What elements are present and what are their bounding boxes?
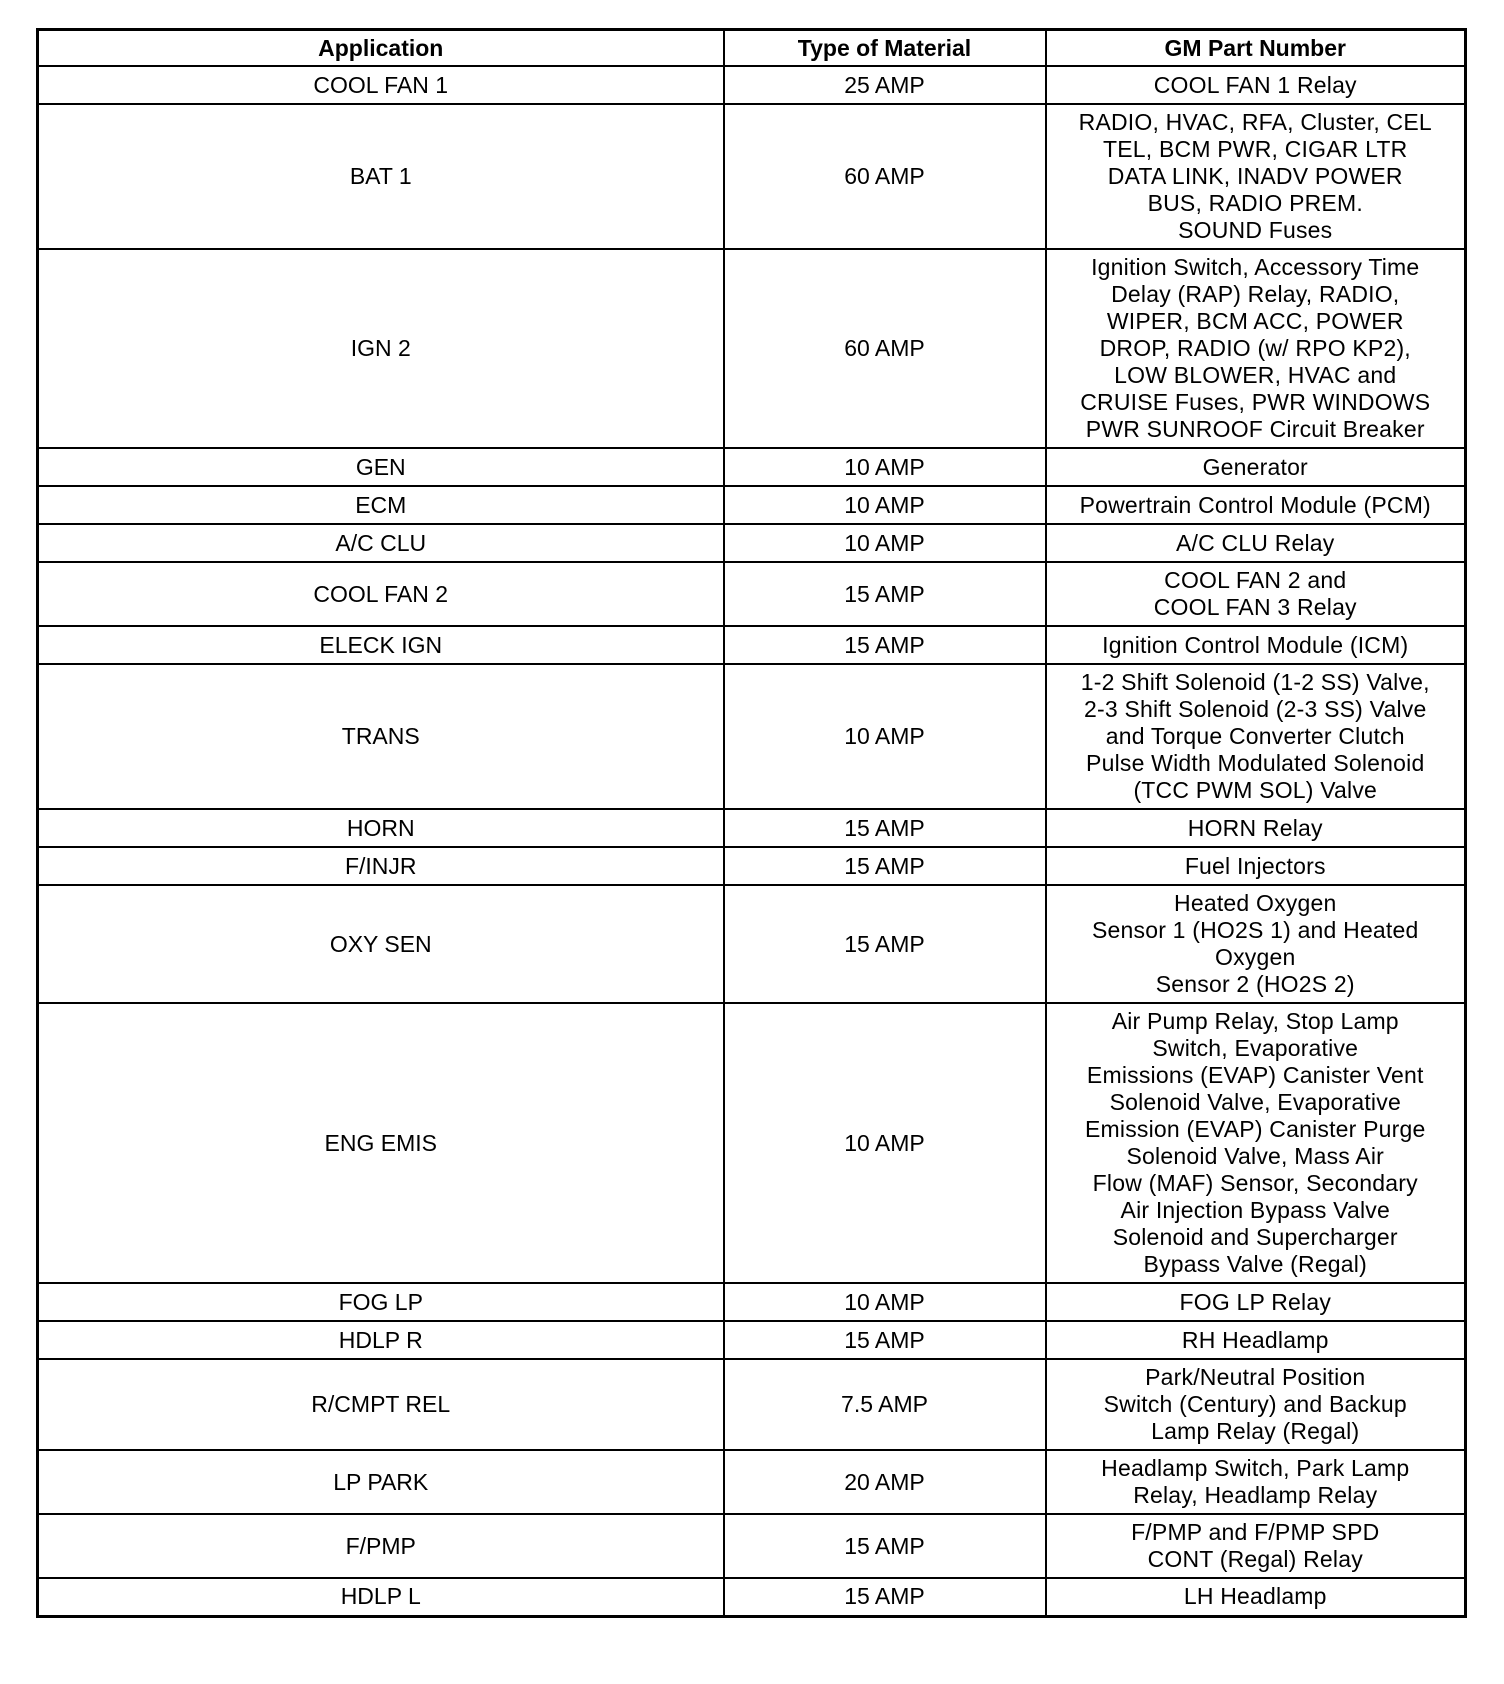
- table-row: [38, 66, 1466, 104]
- cell-type-of-material: 7.5 AMP: [724, 1359, 1046, 1450]
- cell-application: HORN: [38, 809, 724, 847]
- table-row: [38, 664, 1466, 809]
- table-row: [38, 1578, 1466, 1616]
- table-row: [38, 562, 1466, 626]
- cell-application: FOG LP: [38, 1283, 724, 1321]
- fuse-table: [36, 28, 1467, 1618]
- cell-gm-part-number: Ignition Control Module (ICM): [1046, 626, 1466, 664]
- cell-type-of-material: 60 AMP: [724, 104, 1046, 249]
- table-row: [38, 885, 1466, 1003]
- cell-application: A/C CLU: [38, 524, 724, 562]
- cell-gm-part-number: RH Headlamp: [1046, 1321, 1466, 1359]
- cell-application: HDLP R: [38, 1321, 724, 1359]
- cell-application: ECM: [38, 486, 724, 524]
- cell-type-of-material: 10 AMP: [724, 664, 1046, 809]
- cell-gm-part-number: Heated Oxygen Sensor 1 (HO2S 1) and Heated Oxygen Sensor 2 (HO2S 2): [1046, 885, 1466, 1003]
- cell-gm-part-number: RADIO, HVAC, RFA, Cluster, CEL TEL, BCM PWR, CIGAR LTR DATA LINK, INADV POWER BUS, RADIO PREM. SOUND Fuses: [1046, 104, 1466, 249]
- column-header-type-of-material: Type of Material: [724, 30, 1046, 67]
- cell-gm-part-number: Generator: [1046, 448, 1466, 486]
- cell-gm-part-number: FOG LP Relay: [1046, 1283, 1466, 1321]
- cell-application: F/INJR: [38, 847, 724, 885]
- cell-type-of-material: 15 AMP: [724, 809, 1046, 847]
- cell-application: COOL FAN 1: [38, 66, 724, 104]
- cell-type-of-material: 15 AMP: [724, 1321, 1046, 1359]
- cell-application: HDLP L: [38, 1578, 724, 1616]
- table-row: [38, 809, 1466, 847]
- cell-type-of-material: 10 AMP: [724, 486, 1046, 524]
- table-row: [38, 1283, 1466, 1321]
- cell-type-of-material: 25 AMP: [724, 66, 1046, 104]
- cell-gm-part-number: A/C CLU Relay: [1046, 524, 1466, 562]
- table-row: [38, 1321, 1466, 1359]
- table-row: [38, 1450, 1466, 1514]
- cell-gm-part-number: COOL FAN 1 Relay: [1046, 66, 1466, 104]
- cell-application: ENG EMIS: [38, 1003, 724, 1283]
- cell-gm-part-number: Headlamp Switch, Park Lamp Relay, Headlamp Relay: [1046, 1450, 1466, 1514]
- table-row: [38, 524, 1466, 562]
- cell-type-of-material: 60 AMP: [724, 249, 1046, 448]
- cell-gm-part-number: Air Pump Relay, Stop Lamp Switch, Evaporative Emissions (EVAP) Canister Vent Solenoid Valve, Evaporative Emission (EVAP) Canister Purge Solenoid Valve, Mass Air Flow (MAF) Sensor, Secondary Air Injection Bypass Valve Solenoid and Supercharger Bypass Valve (Regal): [1046, 1003, 1466, 1283]
- cell-application: TRANS: [38, 664, 724, 809]
- table-row: [38, 448, 1466, 486]
- cell-gm-part-number: Powertrain Control Module (PCM): [1046, 486, 1466, 524]
- cell-type-of-material: 15 AMP: [724, 1514, 1046, 1578]
- cell-gm-part-number: COOL FAN 2 and COOL FAN 3 Relay: [1046, 562, 1466, 626]
- cell-application: F/PMP: [38, 1514, 724, 1578]
- cell-gm-part-number: F/PMP and F/PMP SPD CONT (Regal) Relay: [1046, 1514, 1466, 1578]
- cell-type-of-material: 20 AMP: [724, 1450, 1046, 1514]
- cell-application: COOL FAN 2: [38, 562, 724, 626]
- table-row: [38, 1359, 1466, 1450]
- column-header-gm-part-number: GM Part Number: [1046, 30, 1466, 67]
- table-row: [38, 1003, 1466, 1283]
- cell-type-of-material: 15 AMP: [724, 1578, 1046, 1616]
- cell-application: GEN: [38, 448, 724, 486]
- cell-gm-part-number: HORN Relay: [1046, 809, 1466, 847]
- cell-type-of-material: 10 AMP: [724, 1283, 1046, 1321]
- table-row: [38, 486, 1466, 524]
- column-header-application: Application: [38, 30, 724, 67]
- cell-type-of-material: 10 AMP: [724, 524, 1046, 562]
- table-row: [38, 1514, 1466, 1578]
- cell-application: R/CMPT REL: [38, 1359, 724, 1450]
- cell-type-of-material: 15 AMP: [724, 847, 1046, 885]
- table-row: [38, 847, 1466, 885]
- cell-gm-part-number: Ignition Switch, Accessory Time Delay (RAP) Relay, RADIO, WIPER, BCM ACC, POWER DROP, RADIO (w/ RPO KP2), LOW BLOWER, HVAC and CRUISE Fuses, PWR WINDOWS PWR SUNROOF Circuit Breaker: [1046, 249, 1466, 448]
- cell-gm-part-number: Park/Neutral Position Switch (Century) and Backup Lamp Relay (Regal): [1046, 1359, 1466, 1450]
- cell-application: BAT 1: [38, 104, 724, 249]
- cell-type-of-material: 10 AMP: [724, 1003, 1046, 1283]
- table-body: [38, 66, 1466, 1616]
- table-header-row: [38, 30, 1466, 67]
- cell-type-of-material: 15 AMP: [724, 626, 1046, 664]
- fuse-chart-document: [36, 28, 1464, 1618]
- cell-gm-part-number: Fuel Injectors: [1046, 847, 1466, 885]
- cell-application: ELECK IGN: [38, 626, 724, 664]
- cell-type-of-material: 15 AMP: [724, 562, 1046, 626]
- table-row: [38, 104, 1466, 249]
- table-row: [38, 249, 1466, 448]
- cell-application: IGN 2: [38, 249, 724, 448]
- cell-application: OXY SEN: [38, 885, 724, 1003]
- table-row: [38, 626, 1466, 664]
- cell-gm-part-number: 1-2 Shift Solenoid (1-2 SS) Valve, 2-3 Shift Solenoid (2-3 SS) Valve and Torque Converter Clutch Pulse Width Modulated Solenoid (TCC PWM SOL) Valve: [1046, 664, 1466, 809]
- cell-type-of-material: 10 AMP: [724, 448, 1046, 486]
- cell-type-of-material: 15 AMP: [724, 885, 1046, 1003]
- cell-gm-part-number: LH Headlamp: [1046, 1578, 1466, 1616]
- cell-application: LP PARK: [38, 1450, 724, 1514]
